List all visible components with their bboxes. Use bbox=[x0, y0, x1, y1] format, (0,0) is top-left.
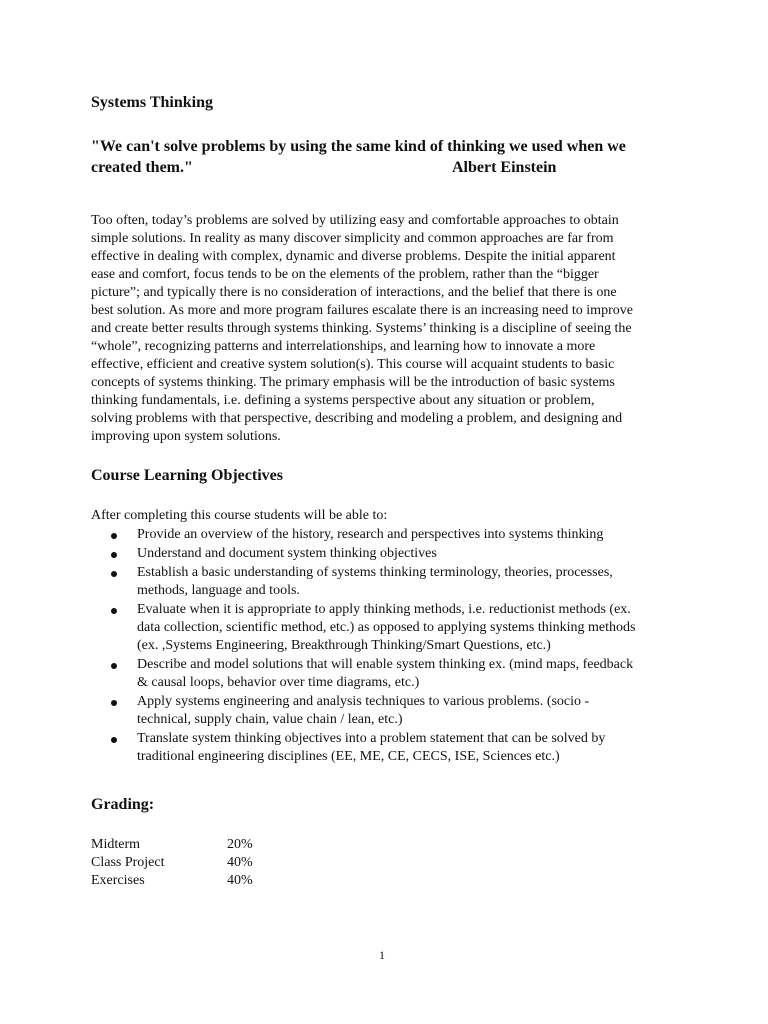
objective-text: Translate system thinking objectives into a problem statement that can be solved by bbox=[137, 731, 606, 746]
objective-item bbox=[91, 693, 681, 729]
grade-weight: 40% bbox=[227, 873, 253, 888]
objectives-list bbox=[91, 526, 681, 767]
objective-item bbox=[91, 601, 681, 655]
objective-text: data collection, scientific method, etc.) as opposed to applying systems thinking methods bbox=[137, 620, 636, 635]
document-title: Systems Thinking bbox=[91, 94, 213, 111]
bullet-icon bbox=[111, 533, 117, 539]
bullet-icon bbox=[111, 700, 117, 706]
intro-paragraph bbox=[91, 212, 681, 446]
intro-line: best solution. As more and more program failures escalate there is an increasing need to improve bbox=[91, 303, 633, 318]
intro-line: thinking fundamentals, i.e. defining a systems perspective about any situation or problem, bbox=[91, 393, 595, 408]
intro-line: concepts of systems thinking. The primary emphasis will be the introduction of basic systems bbox=[91, 375, 615, 390]
page-number: 1 bbox=[379, 948, 385, 962]
quote-line-1: "We can't solve problems by using the same kind of thinking we used when we bbox=[91, 138, 626, 155]
objective-item bbox=[91, 545, 681, 563]
bullet-icon bbox=[111, 571, 117, 577]
grade-row bbox=[91, 872, 291, 890]
objective-text: technical, supply chain, value chain / lean, etc.) bbox=[137, 712, 403, 727]
bullet-icon bbox=[111, 663, 117, 669]
bullet-icon bbox=[111, 608, 117, 614]
intro-line: ease and comfort, focus tends to be on the elements of the problem, rather than the “bigger bbox=[91, 267, 599, 282]
intro-line: picture”; and typically there is no consideration of interactions, and the belief that there is one bbox=[91, 285, 617, 300]
intro-line: simple solutions. In reality as many discover simplicity and common approaches are far from bbox=[91, 231, 614, 246]
objective-text: Establish a basic understanding of systems thinking terminology, theories, processes, bbox=[137, 565, 613, 580]
objective-item bbox=[91, 730, 681, 766]
intro-line: solving problems with that perspective, describing and modeling a problem, and designing and bbox=[91, 411, 623, 426]
intro-line: improving upon system solutions. bbox=[91, 429, 281, 444]
quote-author: Albert Einstein bbox=[452, 159, 557, 176]
intro-line: and create better results through systems thinking. Systems’ thinking is a discipline of seeing the bbox=[91, 321, 632, 336]
grade-label: Exercises bbox=[91, 873, 145, 888]
quote-line-2: created them." bbox=[91, 159, 193, 176]
intro-line: Too often, today’s problems are solved by utilizing easy and comfortable approaches to obtain bbox=[91, 213, 619, 228]
grade-label: Class Project bbox=[91, 855, 165, 870]
intro-line: effective in dealing with complex, dynamic and diverse problems. Despite the initial apparent bbox=[91, 249, 616, 264]
grade-row bbox=[91, 854, 291, 872]
objective-item bbox=[91, 656, 681, 692]
objective-text: Evaluate when it is appropriate to apply thinking methods, i.e. reductionist methods (ex. bbox=[137, 602, 631, 617]
einstein-quote bbox=[91, 136, 681, 178]
intro-line: effective, efficient and creative system solution(s). This course will acquaint students to basic bbox=[91, 357, 615, 372]
intro-line: “whole”, recognizing patterns and interrelationships, and learning how to innovate a more bbox=[91, 339, 596, 354]
grading-table bbox=[91, 836, 291, 890]
objective-text: methods, language and tools. bbox=[137, 583, 300, 598]
objective-text: Provide an overview of the history, research and perspectives into systems thinking bbox=[137, 527, 604, 542]
grading-heading: Grading: bbox=[91, 796, 155, 813]
objective-text: (ex. ,Systems Engineering, Breakthrough Thinking/Smart Questions, etc.) bbox=[137, 638, 551, 653]
objective-item bbox=[91, 526, 681, 544]
objective-text: Apply systems engineering and analysis techniques to various problems. (socio - bbox=[137, 694, 590, 709]
objectives-lead: After completing this course students will be able to: bbox=[91, 508, 388, 523]
bullet-icon bbox=[111, 737, 117, 743]
grade-label: Midterm bbox=[91, 837, 140, 852]
grade-row bbox=[91, 836, 291, 854]
grade-weight: 40% bbox=[227, 855, 253, 870]
objective-text: Understand and document system thinking objectives bbox=[137, 546, 437, 561]
bullet-icon bbox=[111, 552, 117, 558]
objective-item bbox=[91, 564, 681, 600]
objective-text: & causal loops, behavior over time diagrams, etc.) bbox=[137, 675, 420, 690]
objective-text: Describe and model solutions that will enable system thinking ex. (mind maps, feedback bbox=[137, 657, 634, 672]
objectives-heading: Course Learning Objectives bbox=[91, 467, 283, 484]
grade-weight: 20% bbox=[227, 837, 253, 852]
objective-text: traditional engineering disciplines (EE, ME, CE, CECS, ISE, Sciences etc.) bbox=[137, 749, 560, 764]
